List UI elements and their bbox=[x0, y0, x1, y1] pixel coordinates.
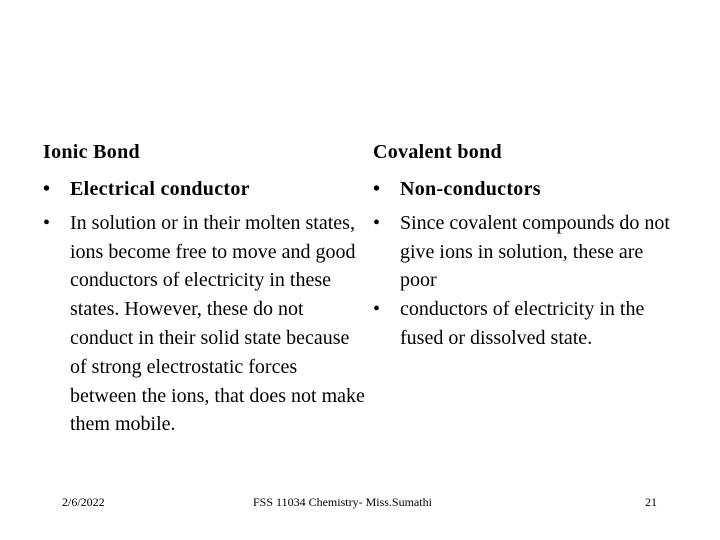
bullet-text: Electrical conductor bbox=[70, 178, 250, 200]
footer-page-number: 21 bbox=[645, 495, 657, 509]
bullet-marker: • bbox=[373, 298, 381, 321]
bullet-marker: • bbox=[43, 211, 51, 234]
covalent-bond-column bbox=[373, 175, 673, 353]
footer-date: 2/6/2022 bbox=[62, 495, 105, 509]
bullet-text: Since covalent compounds do not give ions in solution, these are poor bbox=[400, 211, 670, 292]
ionic-bond-heading: Ionic Bond bbox=[43, 141, 140, 163]
covalent-bullet-conductors bbox=[373, 295, 673, 353]
bullet-marker: • bbox=[43, 178, 51, 200]
ionic-bullet-conductor bbox=[43, 175, 365, 204]
bullet-text: conductors of electricity in the fused or dissolved state. bbox=[400, 298, 645, 349]
footer-title: FSS 11034 Chemistry- Miss.Sumathi bbox=[253, 495, 432, 509]
bullet-text: In solution or in their molten states, ions become free to move and good conductors of electricity in these states. However, these do not conduct in their solid state because of strong electrostatic forces between the ions, that does not make them mobile. bbox=[70, 211, 365, 436]
covalent-bullet-nonconductors bbox=[373, 175, 673, 204]
covalent-bond-heading: Covalent bond bbox=[373, 141, 502, 163]
covalent-bullet-no-ions bbox=[373, 209, 673, 295]
bullet-marker: • bbox=[373, 211, 381, 234]
bullet-marker: • bbox=[373, 178, 381, 200]
bullet-text: Non-conductors bbox=[400, 178, 541, 200]
ionic-bullet-solution bbox=[43, 209, 365, 439]
ionic-bond-column bbox=[43, 175, 365, 439]
